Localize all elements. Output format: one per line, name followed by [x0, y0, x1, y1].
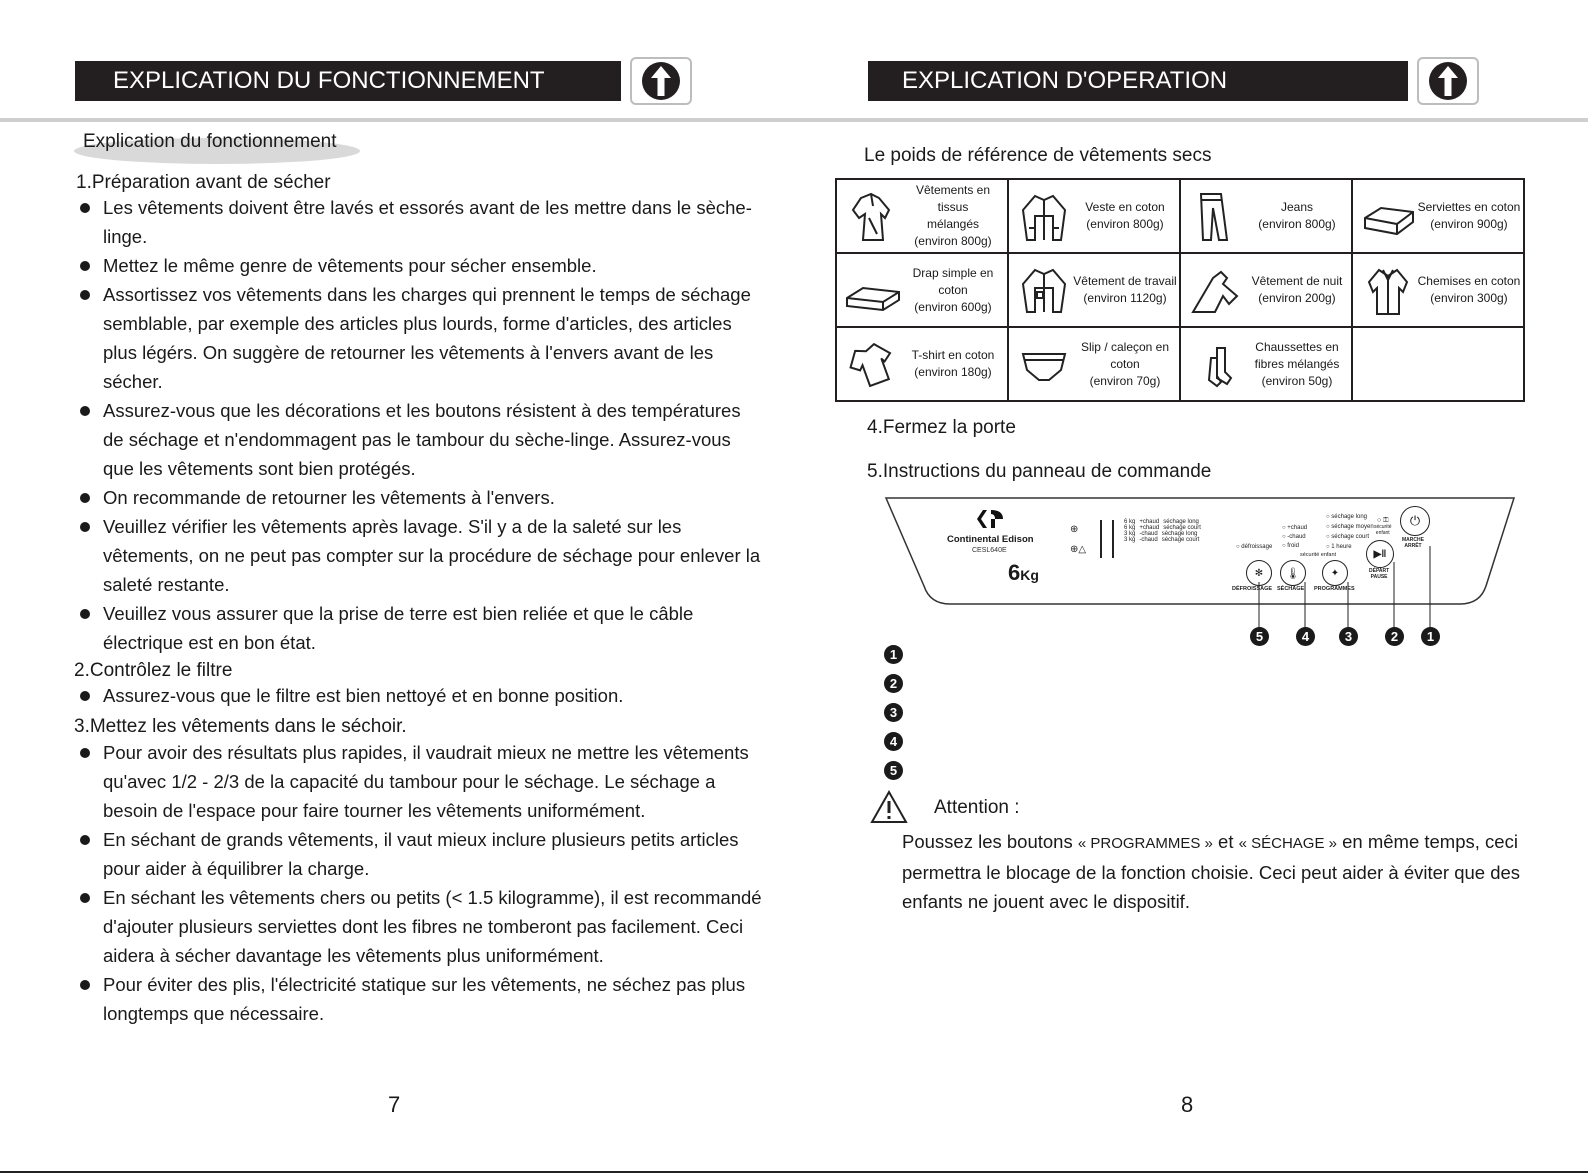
programme-indicators: ○ séchage long ○ séchage moyen ○ séchage court ○ 1 heure — [1326, 514, 1374, 550]
defroissage-icon: ✻ — [1254, 567, 1264, 579]
power-icon: ⏻ — [1409, 513, 1421, 528]
weight-line: Chaussettes en — [1255, 339, 1339, 354]
legend-number: 1 — [884, 645, 903, 664]
load-heat: -chaud — [1139, 531, 1158, 537]
child-lock-label: sécurité — [1374, 524, 1392, 530]
load-table — [1124, 519, 1201, 543]
section-1-bullets — [75, 193, 763, 657]
load-weight: 3 kg — [1124, 537, 1136, 543]
indicator-label: séchage moyen — [1331, 524, 1374, 530]
capacity-unit: Kg — [1020, 567, 1039, 583]
list-item: Veuillez vous assurer que la prise de terre est bien reliée et que le câble électrique est en bon état. — [75, 599, 763, 657]
control-panel-diagram — [880, 494, 1520, 654]
weight-line: (environ 800g) — [914, 234, 992, 248]
legend-row — [884, 727, 903, 756]
weight-line: Slip / caleçon en coton — [1080, 339, 1170, 371]
weight-line: (environ 900g) — [1430, 217, 1508, 231]
load-weight: 6 kg — [1124, 525, 1136, 531]
power-on-label: MARCHE — [1402, 537, 1424, 543]
callout-1: 1 — [1421, 627, 1440, 646]
start-pause-button[interactable] — [1366, 540, 1394, 568]
weight-line: Serviettes en coton — [1417, 200, 1521, 214]
weight-line: fibres mélangés — [1254, 356, 1340, 371]
sheet-icon — [843, 262, 901, 320]
blended-shirt-icon — [843, 188, 901, 246]
jeans-icon — [1187, 188, 1245, 246]
load-heat: +chaud — [1139, 525, 1160, 531]
legend-row — [884, 669, 903, 698]
start-label: DÉPART — [1369, 568, 1390, 574]
load-duration: séchage court — [1163, 525, 1201, 531]
weight-cell-empty — [1352, 327, 1524, 401]
list-item: Les vêtements doivent être lavés et essorés avant de les mettre dans le sèche-linge. — [75, 193, 763, 251]
heat-indicators: ○ +chaud ○ -chaud ○ froid — [1282, 525, 1308, 549]
shirt-icon — [1359, 262, 1417, 320]
weight-line: (environ 50g) — [1261, 373, 1333, 388]
weight-cell — [836, 327, 1008, 401]
up-arrow-icon — [640, 60, 682, 102]
legend-row — [884, 640, 903, 669]
weight-line: (environ 180g) — [914, 365, 992, 379]
page-number-right: 8 — [1181, 1092, 1194, 1117]
weight-line: Veste en coton — [1085, 200, 1165, 214]
header-divider — [0, 118, 1588, 122]
legend-row — [884, 698, 903, 727]
shirt-program-icon: ✦ — [1330, 567, 1340, 579]
attention-part-c: en même temps, ceci permettra le blocage de la fonction choisie. Ceci peut aider à éviter que des enfants ne jouent avec le dispositif. — [902, 831, 1521, 912]
right-up-arrow-badge — [1417, 57, 1479, 105]
list-item: Assortissez vos vêtements dans les charges qui prennent le temps de séchage semblable, par exemple des articles plus lourds, forme d'articles, des articles plus légérs. On suggère de retourner les vêtements à l'envers avant de les sécher. — [75, 280, 763, 396]
weight-line: (environ 1120g) — [1083, 291, 1167, 305]
weight-line: (environ 600g) — [914, 299, 992, 314]
tshirt-icon — [843, 336, 901, 394]
section-title-2: 2.Contrôlez le filtre — [74, 660, 233, 681]
child-lock-indicator — [1374, 518, 1392, 536]
load-weight: 6 kg — [1124, 519, 1136, 525]
weight-line: (environ 800g) — [1258, 217, 1336, 231]
weight-cell — [1180, 253, 1352, 327]
list-item: Assurez-vous que les décorations et les boutons résistent à des températures de séchage et n'endommagent pas le tambour du sèche-linge. Assurez-vous que les vêtements sont bien protégés. — [75, 396, 763, 483]
capacity-value: 6 — [1008, 560, 1021, 585]
reference-weights-table — [835, 178, 1525, 402]
nightwear-icon — [1187, 262, 1245, 320]
drying-time-icon: ⊕△ — [1070, 544, 1087, 555]
jacket-icon — [1015, 188, 1073, 246]
weight-line: Chemises en coton — [1417, 274, 1521, 288]
load-duration: séchage long — [1163, 519, 1199, 525]
capacity-label — [1008, 560, 1039, 586]
weight-line: (environ 200g) — [1258, 291, 1336, 305]
play-pause-icon: ▶‖ — [1373, 548, 1387, 560]
section-title-1: 1.Préparation avant de sécher — [76, 172, 331, 193]
weight-cell — [1008, 253, 1180, 327]
weight-cell — [1180, 327, 1352, 401]
legend-number: 3 — [884, 703, 903, 722]
left-up-arrow-badge — [630, 57, 692, 105]
weight-cell — [836, 253, 1008, 327]
weight-cell — [1180, 179, 1352, 253]
weights-title: Le poids de référence de vêtements secs — [864, 145, 1212, 166]
power-label — [1402, 537, 1424, 549]
weight-cell — [1008, 327, 1180, 401]
list-item: Pour éviter des plis, l'électricité statique sur les vêtements, ne séchez pas plus longtemps que nécessaire. — [75, 970, 763, 1028]
section-3-bullets — [75, 738, 763, 1028]
weight-line: (environ 300g) — [1430, 291, 1508, 305]
up-arrow-icon — [1427, 60, 1469, 102]
list-item: Assurez-vous que le filtre est bien nettoyé et en bonne position. — [75, 681, 763, 710]
weight-line: Vêtement de travail — [1073, 274, 1177, 288]
defrost-indicator: ○ défroissage — [1236, 544, 1273, 550]
attention-part-b: et — [1218, 831, 1234, 852]
right-header-bar — [868, 61, 1408, 101]
towel-icon — [1359, 188, 1417, 246]
attention-text — [902, 827, 1522, 916]
load-bars — [1100, 520, 1114, 558]
page-number-left: 7 — [388, 1092, 401, 1117]
brand-logo-icon — [973, 508, 1007, 530]
weight-cell — [1352, 253, 1524, 327]
weight-line: Jeans — [1280, 200, 1314, 214]
attention-quote-sechage: « SÉCHAGE » — [1238, 835, 1337, 852]
load-duration: séchage long — [1161, 531, 1198, 537]
callout-2: 2 — [1385, 627, 1404, 646]
child-lock-band: sécurité enfant — [1300, 552, 1337, 558]
start-pause-label — [1369, 568, 1389, 580]
underwear-icon — [1015, 336, 1073, 394]
workwear-icon — [1015, 262, 1073, 320]
programmes-button[interactable] — [1322, 560, 1348, 586]
drying-heat-icon: ⊕ — [1070, 524, 1079, 535]
left-subtitle: Explication du fonctionnement — [83, 131, 337, 152]
weight-cell — [1008, 179, 1180, 253]
sechage-button[interactable] — [1280, 560, 1306, 586]
weight-line: mélangés — [926, 217, 980, 231]
indicator-label: séchage court — [1331, 534, 1369, 540]
load-symbols — [1070, 520, 1092, 560]
list-item: Veuillez vérifier les vêtements après lavage. S'il y a de la saleté sur les vêtements, on ne peut pas compter sur la procédure de séchage pour enlever la saleté restante. — [75, 512, 763, 599]
bottom-border — [0, 1171, 1588, 1173]
indicator-label: 1 heure — [1331, 544, 1352, 550]
list-item: Pour avoir des résultats plus rapides, il vaudrait mieux ne mettre les vêtements qu'avec 1/2 - 2/3 de la capacité du tambour pour le séchage. Le séchage a besoin de l'espace pour faire tourner les vêtements uniformément. — [75, 738, 763, 825]
power-off-label: ARRÊT — [1404, 543, 1422, 549]
load-heat: -chaud — [1139, 537, 1158, 543]
weight-line: (environ 800g) — [1086, 217, 1164, 231]
list-item: On recommande de retourner les vêtements à l'envers. — [75, 483, 763, 512]
step-4: 4.Fermez la porte — [867, 417, 1016, 438]
programmes-label: PROGRAMMES — [1314, 586, 1355, 592]
callout-3: 3 — [1339, 627, 1358, 646]
weight-cell — [836, 179, 1008, 253]
weight-cell — [1352, 179, 1524, 253]
power-button[interactable] — [1400, 506, 1430, 536]
left-header-title: EXPLICATION DU FONCTIONNEMENT — [113, 67, 545, 94]
defroissage-button[interactable] — [1246, 560, 1272, 586]
callout-5: 5 — [1250, 627, 1269, 646]
attention-title: Attention : — [934, 797, 1020, 818]
lock-icon: ○ ⚿ — [1377, 517, 1389, 524]
right-header-title: EXPLICATION D'OPERATION — [902, 67, 1228, 94]
weight-line: Vêtement de nuit — [1251, 274, 1343, 288]
brand-name: Continental Edison — [947, 534, 1034, 545]
indicator-label: séchage long — [1331, 514, 1367, 520]
warning-triangle-icon — [870, 790, 908, 824]
list-item: En séchant de grands vêtements, il vaut mieux inclure plusieurs petits articles pour aider à équilibrer la charge. — [75, 825, 763, 883]
attention-part-a: Poussez les boutons — [902, 831, 1073, 852]
list-item: En séchant les vêtements chers ou petits (< 1.5 kilogramme), il est recommandé d'ajouter plusieurs serviettes dont les fibres ne tomberont pas facilement. Ceci aidera à sécher davantage les vêtements plus uniformément. — [75, 883, 763, 970]
legend-number: 2 — [884, 674, 903, 693]
indicator-label: +chaud — [1287, 525, 1308, 531]
weight-line: (environ 70g) — [1089, 373, 1161, 388]
thermometer-icon: 🌡 — [1286, 567, 1300, 580]
callout-legend — [884, 640, 903, 785]
step-5: 5.Instructions du panneau de commande — [867, 461, 1212, 482]
load-heat: +chaud — [1139, 519, 1160, 525]
child-lock-label: enfant — [1375, 530, 1390, 536]
legend-row — [884, 756, 903, 785]
section-2-bullets — [75, 681, 763, 710]
model-name: CESL640E — [972, 547, 1007, 554]
weight-line: Drap simple en coton — [912, 265, 994, 297]
list-item: Mettez le même genre de vêtements pour sécher ensemble. — [75, 251, 763, 280]
left-header-bar — [75, 61, 621, 101]
attention-quote-programmes: « PROGRAMMES » — [1077, 835, 1213, 852]
section-title-3: 3.Mettez les vêtements dans le séchoir. — [74, 716, 407, 737]
weight-line: Vêtements en tissus — [915, 183, 991, 214]
pause-label: PAUSE — [1370, 574, 1388, 580]
defroissage-label: DÉFROISSAGE — [1232, 586, 1273, 592]
socks-icon — [1187, 336, 1245, 394]
indicator-label: défroissage — [1241, 544, 1273, 550]
load-duration: séchage court — [1161, 537, 1200, 543]
indicator-label: -chaud — [1287, 534, 1306, 540]
load-weight: 3 kg — [1124, 531, 1136, 537]
legend-number: 4 — [884, 732, 903, 751]
callout-4: 4 — [1296, 627, 1315, 646]
indicator-label: froid — [1287, 543, 1299, 549]
weight-line: T-shirt en coton — [911, 348, 995, 362]
legend-number: 5 — [884, 761, 903, 780]
sechage-label: SÉCHAGE — [1277, 586, 1305, 592]
